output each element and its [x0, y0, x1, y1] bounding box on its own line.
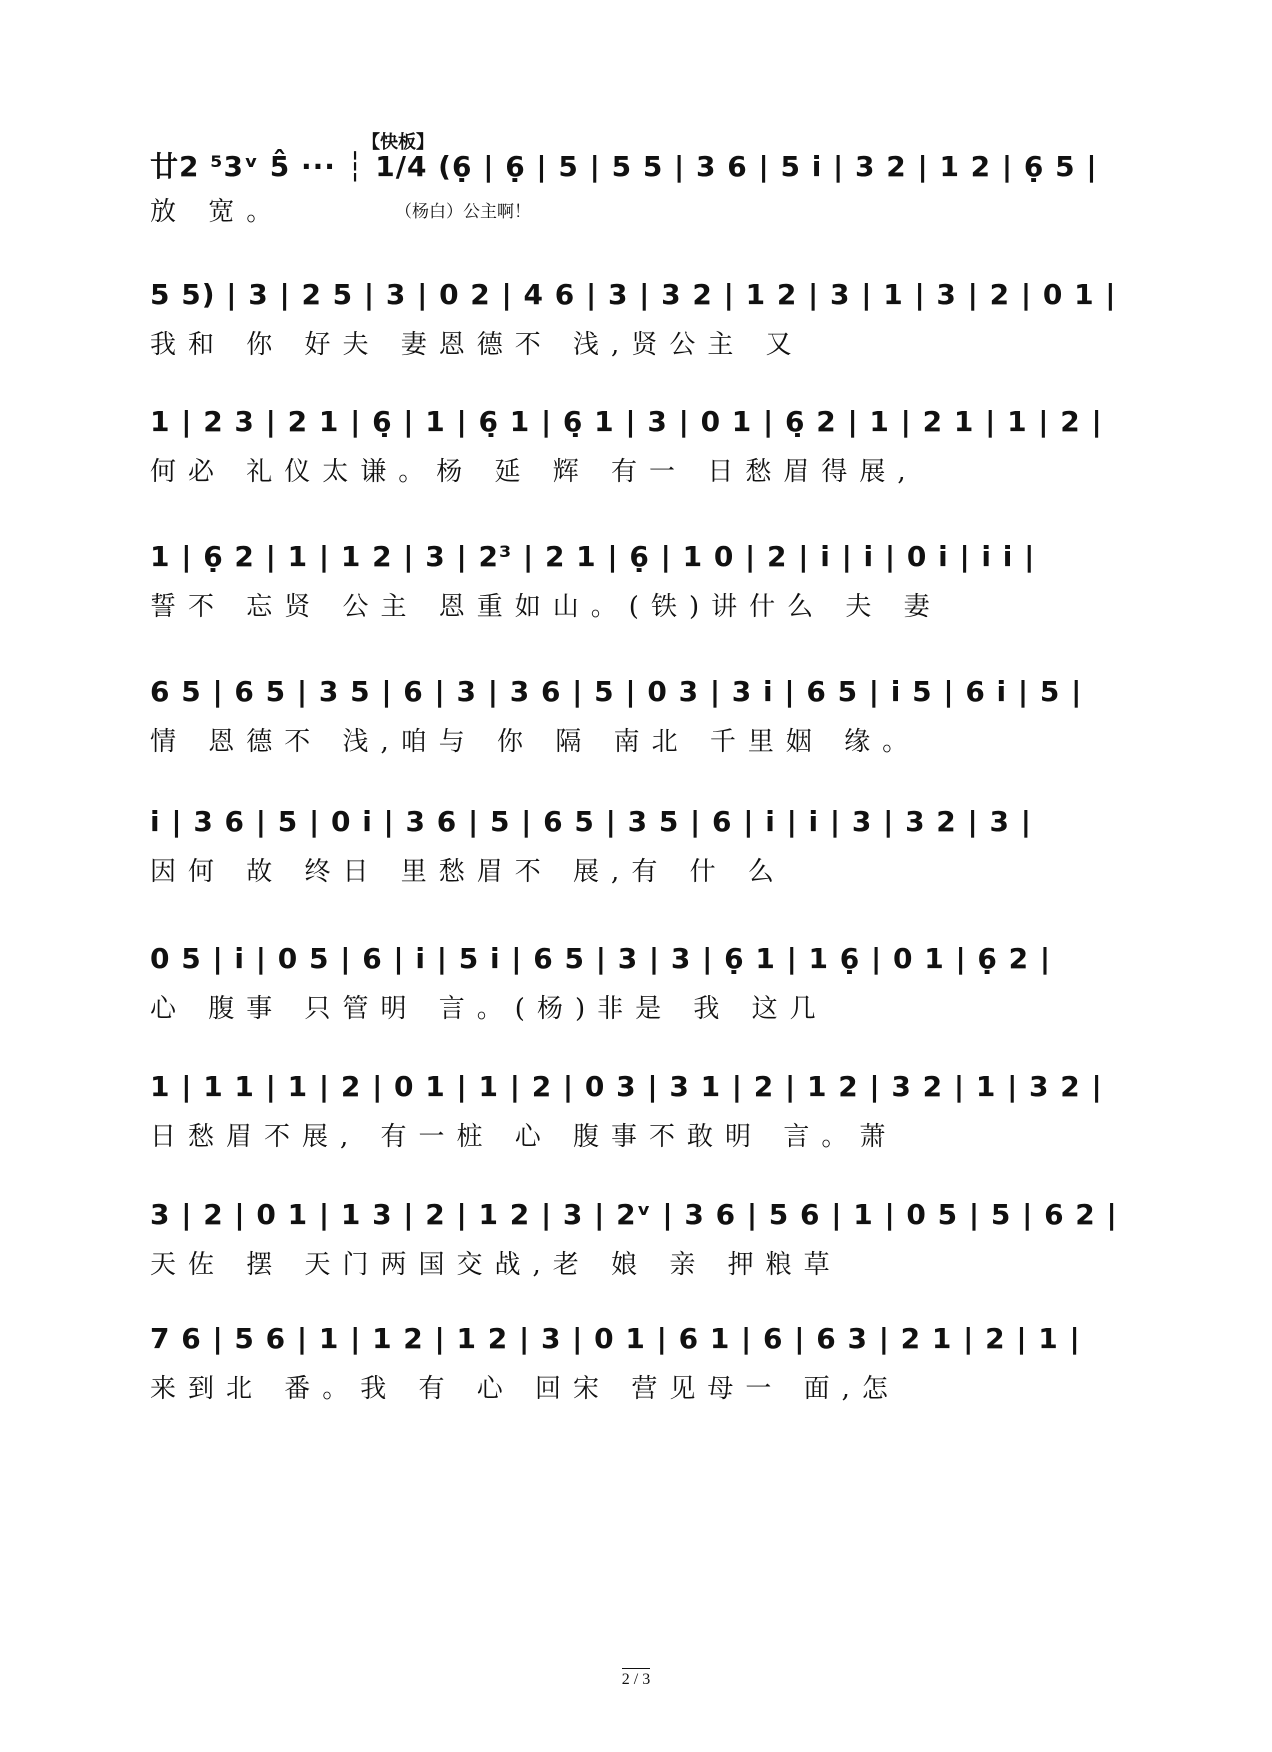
notes-line: 7 6 | 5 6 | 1 | 1 2 | 1 2 | 3 | 0 1 | 6 1 | 6 | 6 3 | 2 1 | 2 | 1 |	[150, 1322, 1081, 1355]
spoken-line: （杨白）公主啊！	[395, 202, 531, 222]
system-7	[150, 942, 1120, 1042]
lyrics-line: 放 宽。	[150, 197, 285, 227]
system-5	[150, 675, 1120, 775]
system-4	[150, 540, 1120, 640]
system-8	[150, 1070, 1120, 1170]
notes-line: 3 | 2 | 0 1 | 1 3 | 2 | 1 2 | 3 | 2ᵛ | 3 6 | 5 6 | 1 | 0 5 | 5 | 6 2 |	[150, 1198, 1118, 1231]
system-6	[150, 805, 1120, 905]
notes-line: 6 5 | 6 5 | 3 5 | 6 | 3 | 3 6 | 5 | 0 3 | 3 i | 6 5 | i 5 | 6 i | 5 |	[150, 675, 1083, 708]
notes-line: 5 5) | 3 | 2 5 | 3 | 0 2 | 4 6 | 3 | 3 2 | 1 2 | 3 | 1 | 3 | 2 | 0 1 |	[150, 278, 1117, 311]
system-10	[150, 1322, 1120, 1422]
notes-line: i | 3 6 | 5 | 0 i | 3 6 | 5 | 6 5 | 3 5 | 6 | i | i | 3 | 3 2 | 3 |	[150, 805, 1032, 838]
lyrics-line: 天佐 摆 天门两国交战,老 娘 亲 押粮草	[150, 1250, 842, 1280]
notes-line: 1 | 6̣ 2 | 1 | 1 2 | 3 | 2³ | 2 1 | 6̣ | 1 0 | 2 | i | i | 0 i | i i |	[150, 540, 1036, 573]
tempo-marker: 【快板】	[362, 132, 434, 153]
system-2	[150, 278, 1120, 378]
lyrics-line: 誓不 忘贤 公主 恩重如山。(铁)讲什么 夫 妻	[150, 592, 942, 622]
lyrics-line: 何必 礼仪太谦。杨 延 辉 有一 日愁眉得展,	[150, 457, 918, 487]
lyrics-line: 心 腹事 只管明 言。(杨)非是 我 这几	[150, 994, 828, 1024]
lyrics-line: 因何 故 终日 里愁眉不 展,有 什 么	[150, 857, 786, 887]
notes-line: 廿2 ⁵3ᵛ 5̂ ··· ┆ 1/4 (6̣ | 6̣ | 5 | 5 5 | 3 6 | 5 i | 3 2 | 1 2 | 6̣ 5 |	[150, 150, 1098, 183]
system-1	[150, 145, 1120, 245]
lyrics-line: 我和 你 好夫 妻恩德不 浅,贤公主 又	[150, 330, 804, 360]
system-9	[150, 1198, 1120, 1298]
lyrics-line: 来到北 番。我 有 心 回宋 营见母一 面,怎	[150, 1374, 900, 1404]
notes-line: 0 5 | i | 0 5 | 6 | i | 5 i | 6 5 | 3 | 3 | 6̣ 1 | 1 6̣ | 0 1 | 6̣ 2 |	[150, 942, 1052, 975]
page-number-text: 2 / 3	[622, 1668, 650, 1689]
lyrics-line: 情 恩德不 浅,咱与 你 隔 南北 千里姻 缘。	[150, 727, 921, 757]
notes-line: 1 | 2 3 | 2 1 | 6̣ | 1 | 6̣ 1 | 6̣ 1 | 3 | 0 1 | 6̣ 2 | 1 | 2 1 | 1 | 2 |	[150, 405, 1103, 438]
lyrics-line: 日愁眉不展, 有一桩 心 腹事不敢明 言。萧	[150, 1122, 898, 1152]
notes-line: 1 | 1 1 | 1 | 2 | 0 1 | 1 | 2 | 0 3 | 3 1 | 2 | 1 2 | 3 2 | 1 | 3 2 |	[150, 1070, 1103, 1103]
system-3	[150, 405, 1120, 505]
page-number	[0, 1668, 1272, 1689]
